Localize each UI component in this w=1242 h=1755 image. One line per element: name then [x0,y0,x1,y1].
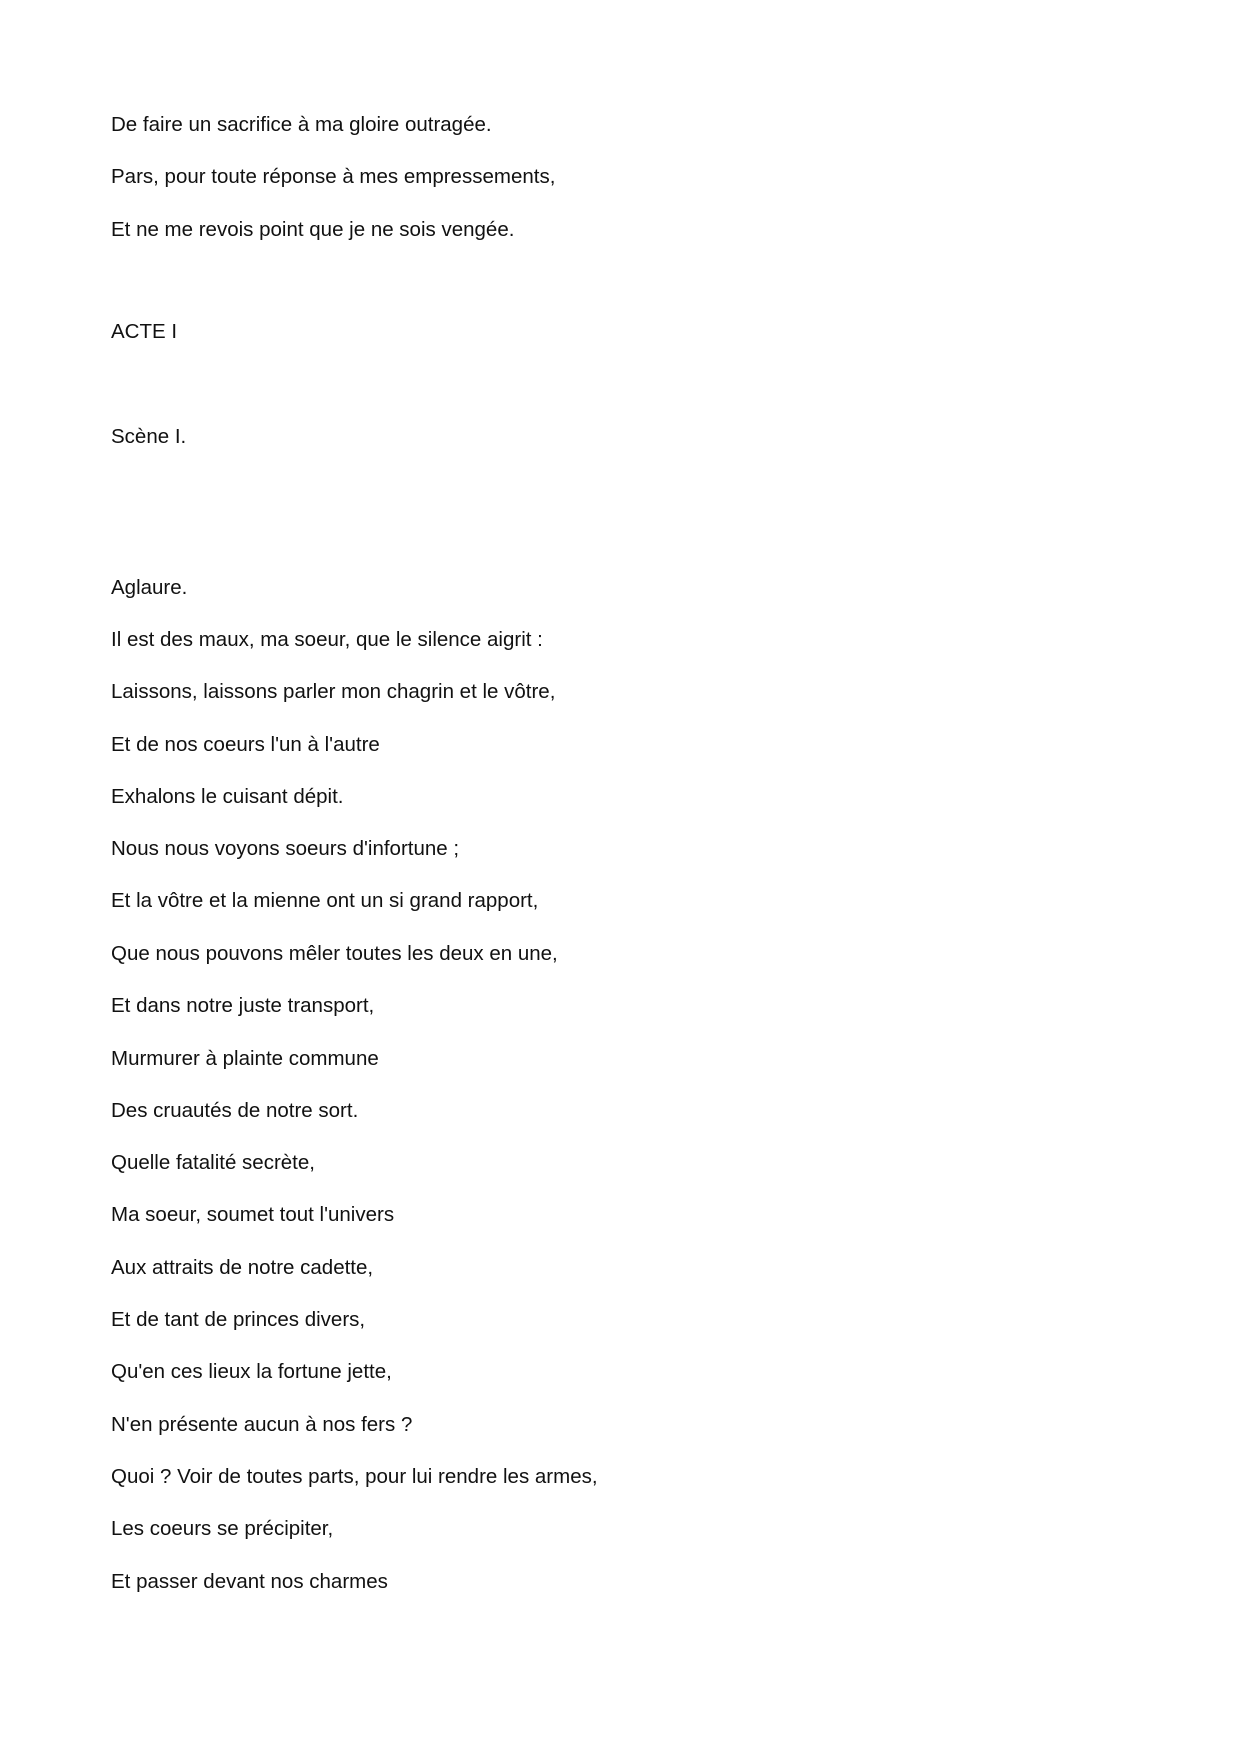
verse-line: Des cruautés de notre sort. [111,1099,359,1122]
verse-line: Que nous pouvons mêler toutes les deux en une, [111,942,558,965]
verse-line: Et passer devant nos charmes [111,1570,388,1593]
verse-line: Murmurer à plainte commune [111,1047,379,1070]
verse-line: Et la vôtre et la mienne ont un si grand rapport, [111,889,539,912]
verse-line: Exhalons le cuisant dépit. [111,785,344,808]
verse-line: Ma soeur, soumet tout l'univers [111,1203,395,1226]
intro-line: De faire un sacrifice à ma gloire outragée. [111,113,492,136]
scene-heading: Scène I. [111,425,187,448]
verse-line: Et dans notre juste transport, [111,994,375,1017]
verse-line: Aux attraits de notre cadette, [111,1256,374,1279]
intro-line: Et ne me revois point que je ne sois vengée. [111,218,515,241]
verse-line: Qu'en ces lieux la fortune jette, [111,1360,392,1383]
verse-line: Et de nos coeurs l'un à l'autre [111,733,380,756]
speaker-name: Aglaure. [111,576,188,599]
verse-line: Nous nous voyons soeurs d'infortune ; [111,837,460,860]
intro-line: Pars, pour toute réponse à mes empressements, [111,165,556,188]
verse-line: Quoi ? Voir de toutes parts, pour lui rendre les armes, [111,1465,598,1488]
act-heading: ACTE I [111,320,178,343]
verse-line: Et de tant de princes divers, [111,1308,366,1331]
verse-line: Il est des maux, ma soeur, que le silence aigrit : [111,628,543,651]
verse-line: N'en présente aucun à nos fers ? [111,1413,413,1436]
verse-line: Laissons, laissons parler mon chagrin et le vôtre, [111,680,556,703]
verse-line: Les coeurs se précipiter, [111,1517,334,1540]
verse-line: Quelle fatalité secrète, [111,1151,315,1174]
